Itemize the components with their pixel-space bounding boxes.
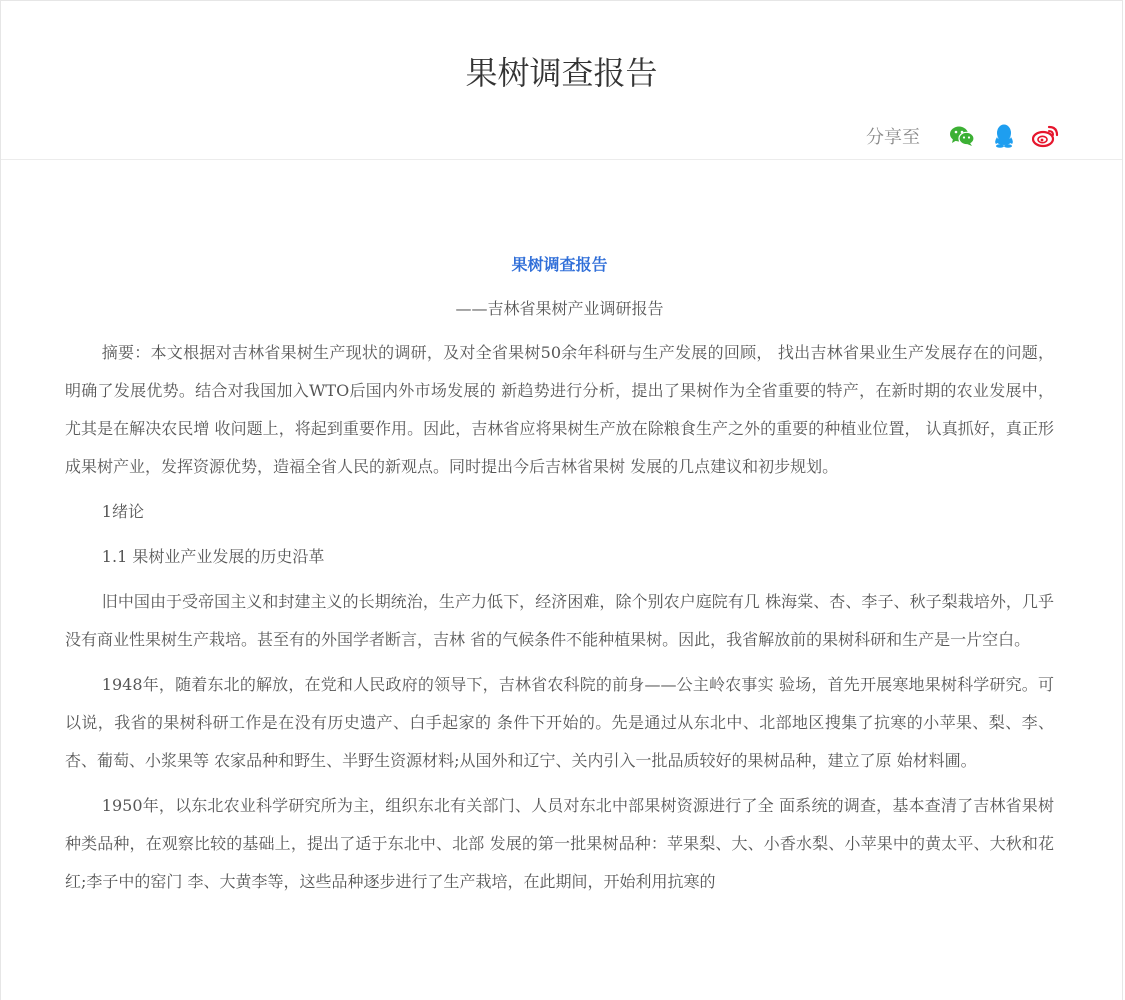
body-paragraph: 1948年，随着东北的解放，在党和人民政府的领导下，吉林省农科院的前身——公主岭农事实 验场，首先开展寒地果树科学研究。可以说，我省的果树科研工作是在没有历史遗产、白手起家的 条件下开始的。先是通过从东北中、北部地区搜集了抗寒的小苹果、梨、李、杏、葡萄、小浆果等 农家品种和野生、半野生资源材料;从国外和辽宁、关内引入一批品质较好的果树品种，建立了原 始材料圃。 <box>65 675 1054 770</box>
abstract-paragraph: 摘要：本文根据对吉林省果树生产现状的调研，及对全省果树50余年科研与生产发展的回顾， 找出吉林省果业生产发展存在的问题，明确了发展优势。结合对我国加入WTO后国内外市场发展的 新趋势进行分析，提出了果树作为全省重要的特产，在新时期的农业发展中，尤其是在解决农民增 收问题上，将起到重要作用。因此，吉林省应将果树生产放在除粮食生产之外的重要的种植业位置， 认真抓好，真正形成果树产业，发挥资源优势，造福全省人民的新观点。同时提出今后吉林省果树 发展的几点建议和初步规划。 <box>65 343 1054 476</box>
share-label: 分享至 <box>866 127 920 148</box>
body-paragraph: 1950年，以东北农业科学研究所为主，组织东北有关部门、人员对东北中部果树资源进行了全 面系统的调查，基本查清了吉林省果树种类品种，在观察比较的基础上，提出了适于东北中、北部 发展的第一批果树品种：苹果梨、大、小香水梨、小苹果中的黄太平、大秋和花红;李子中的窑门 李、大黄李等，这些品种逐步进行了生产栽培，在此期间，开始利用抗寒的 <box>65 796 1054 891</box>
page-title: 果树调查报告 <box>465 54 658 92</box>
article-content <box>65 246 1054 908</box>
qq-icon[interactable] <box>990 122 1018 150</box>
subsection-heading: 1.1 果树业产业发展的历史沿革 <box>101 547 325 566</box>
page-header <box>1 1 1122 160</box>
article-title: 果树调查报告 <box>511 255 608 274</box>
share-bar <box>866 121 1060 151</box>
article-subtitle: ——吉林省果树产业调研报告 <box>455 299 664 318</box>
section-heading: 1绪论 <box>101 502 144 521</box>
weibo-icon[interactable] <box>1032 122 1060 150</box>
body-paragraph: 旧中国由于受帝国主义和封建主义的长期统治，生产力低下，经济困难，除个别农户庭院有几 株海棠、杏、李子、秋子梨栽培外，几乎没有商业性果树生产栽培。甚至有的外国学者断言，吉林 省的气候条件不能种植果树。因此，我省解放前的果树科研和生产是一片空白。 <box>65 592 1054 649</box>
wechat-icon[interactable] <box>948 122 976 150</box>
